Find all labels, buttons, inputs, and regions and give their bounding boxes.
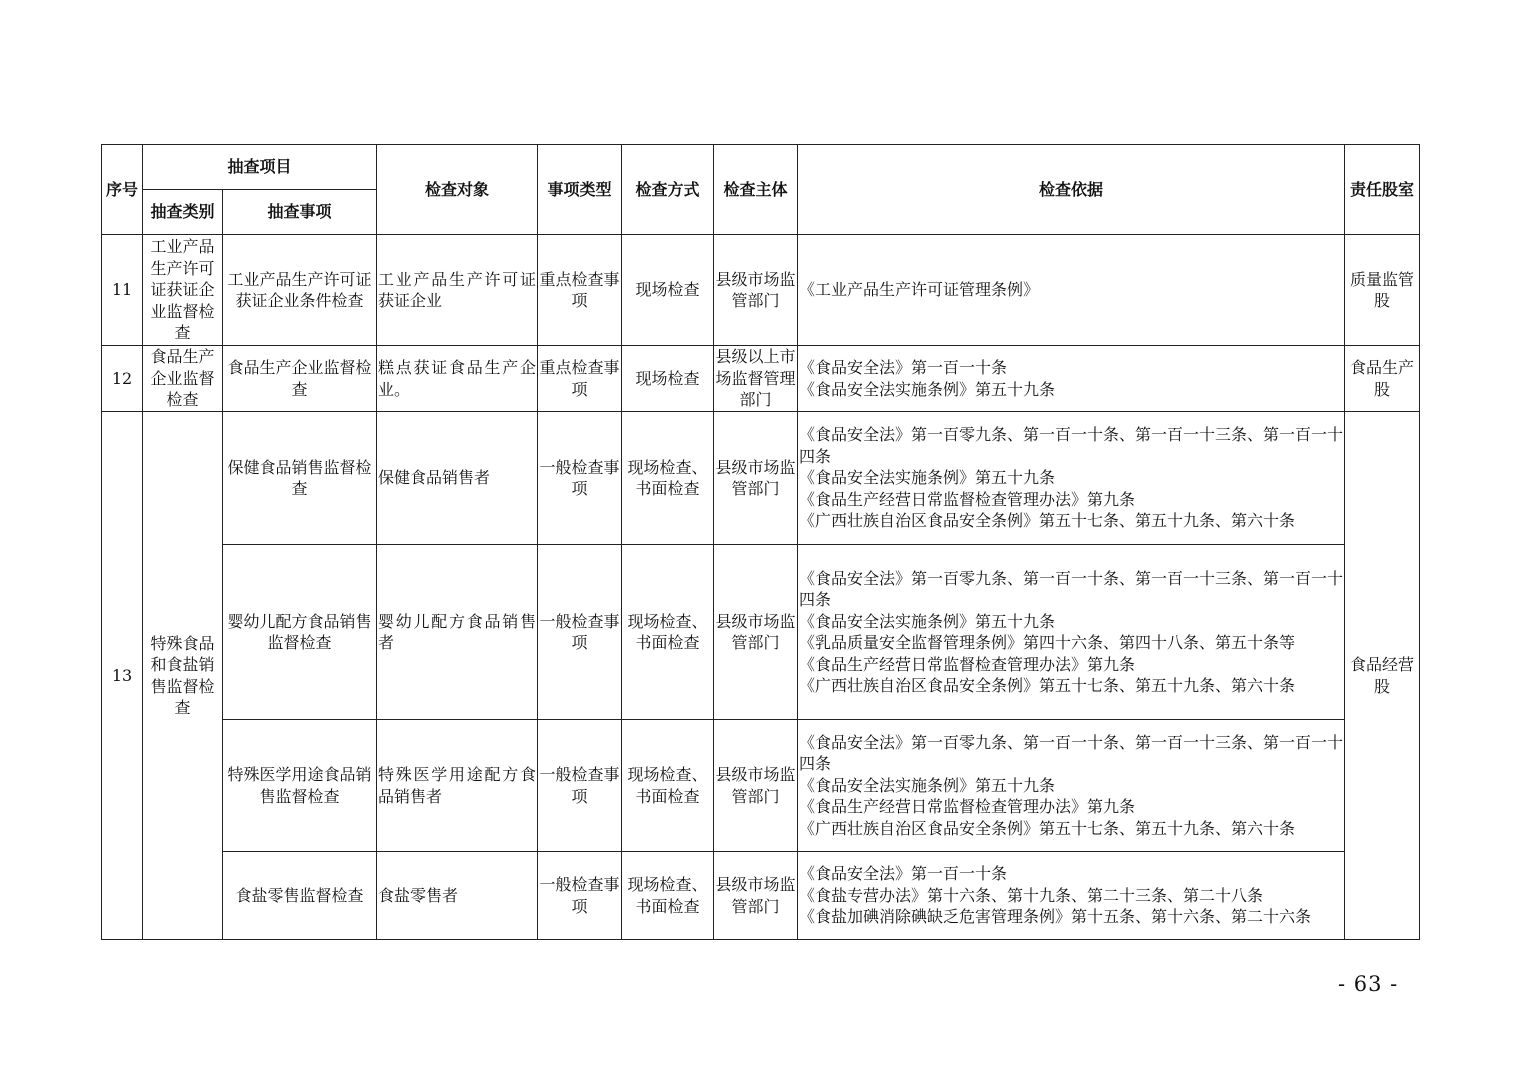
row-13d-type: 一般检查事项	[538, 852, 622, 940]
row-13c-subject: 县级市场监管部门	[714, 720, 798, 852]
header-item: 抽查事项	[223, 190, 377, 235]
row-13a-type: 一般检查事项	[538, 412, 622, 545]
row-12-basis: 《食品安全法》第一百一十条 《食品安全法实施条例》第五十九条	[798, 346, 1345, 412]
table-row	[102, 852, 1420, 940]
row-13c-object: 特殊医学用途配方食品销售者	[377, 720, 538, 852]
row-13d-object: 食盐零售者	[377, 852, 538, 940]
inspection-table	[101, 144, 1420, 940]
row-13c-method: 现场检查、书面检查	[622, 720, 714, 852]
row-13a-basis: 《食品安全法》第一百零九条、第一百一十条、第一百一十三条、第一百一十四条 《食品安全法实施条例》第五十九条 《食品生产经营日常监督检查管理办法》第九条 《广西壮族自治区食品安全条例》第五十七条、第五十九条、第六十条	[798, 412, 1345, 545]
row-13b-item: 婴幼儿配方食品销售监督检查	[223, 545, 377, 720]
row-11-type: 重点检查事项	[538, 235, 622, 346]
header-subject: 检查主体	[714, 145, 798, 235]
row-11-dept: 质量监管股	[1345, 235, 1420, 346]
row-12-seq: 12	[102, 346, 143, 412]
header-project-group: 抽查项目	[143, 145, 377, 190]
row-13d-subject: 县级市场监管部门	[714, 852, 798, 940]
table-row	[102, 720, 1420, 852]
row-12-method: 现场检查	[622, 346, 714, 412]
row-13a-item: 保健食品销售监督检查	[223, 412, 377, 545]
row-13b-basis: 《食品安全法》第一百零九条、第一百一十条、第一百一十三条、第一百一十四条 《食品安全法实施条例》第五十九条 《乳品质量安全监督管理条例》第四十六条、第四十八条、第五十条等 《食品生产经营日常监督检查管理办法》第九条 《广西壮族自治区食品安全条例》第五十七条、第五十九条、第六十条	[798, 545, 1345, 720]
table-row	[102, 235, 1420, 346]
header-basis: 检查依据	[798, 145, 1345, 235]
row-13c-item: 特殊医学用途食品销售监督检查	[223, 720, 377, 852]
row-13d-item: 食盐零售监督检查	[223, 852, 377, 940]
header-seq: 序号	[102, 145, 143, 235]
row-13b-subject: 县级市场监管部门	[714, 545, 798, 720]
row-13c-type: 一般检查事项	[538, 720, 622, 852]
row-11-object: 工业产品生产许可证获证企业	[377, 235, 538, 346]
table-row	[102, 412, 1420, 545]
row-13-seq: 13	[102, 412, 143, 940]
row-13b-method: 现场检查、书面检查	[622, 545, 714, 720]
row-12-subject: 县级以上市场监督管理部门	[714, 346, 798, 412]
row-13b-type: 一般检查事项	[538, 545, 622, 720]
header-method: 检查方式	[622, 145, 714, 235]
row-13d-method: 现场检查、书面检查	[622, 852, 714, 940]
row-11-subject: 县级市场监管部门	[714, 235, 798, 346]
row-13a-method: 现场检查、书面检查	[622, 412, 714, 545]
row-11-seq: 11	[102, 235, 143, 346]
row-13a-object: 保健食品销售者	[377, 412, 538, 545]
row-12-dept: 食品生产股	[1345, 346, 1420, 412]
row-11-category: 工业产品生产许可证获证企业监督检查	[143, 235, 223, 346]
row-13a-subject: 县级市场监管部门	[714, 412, 798, 545]
header-dept: 责任股室	[1345, 145, 1420, 235]
row-11-basis: 《工业产品生产许可证管理条例》	[798, 235, 1345, 346]
row-12-object: 糕点获证食品生产企业。	[377, 346, 538, 412]
row-13-dept: 食品经营股	[1345, 412, 1420, 940]
row-12-item: 食品生产企业监督检查	[223, 346, 377, 412]
row-12-category: 食品生产企业监督检查	[143, 346, 223, 412]
header-category: 抽查类别	[143, 190, 223, 235]
row-12-type: 重点检查事项	[538, 346, 622, 412]
row-13c-basis: 《食品安全法》第一百零九条、第一百一十条、第一百一十三条、第一百一十四条 《食品安全法实施条例》第五十九条 《食品生产经营日常监督检查管理办法》第九条 《广西壮族自治区食品安全条例》第五十七条、第五十九条、第六十条	[798, 720, 1345, 852]
row-13-category: 特殊食品和食盐销售监督检查	[143, 412, 223, 940]
row-13b-object: 婴幼儿配方食品销售者	[377, 545, 538, 720]
table-row	[102, 545, 1420, 720]
page-number: - 63 -	[1338, 972, 1399, 996]
header-object: 检查对象	[377, 145, 538, 235]
header-type: 事项类型	[538, 145, 622, 235]
row-11-method: 现场检查	[622, 235, 714, 346]
row-11-item: 工业产品生产许可证获证企业条件检查	[223, 235, 377, 346]
table-row	[102, 346, 1420, 412]
row-13d-basis: 《食品安全法》第一百一十条 《食盐专营办法》第十六条、第十九条、第二十三条、第二十八条 《食盐加碘消除碘缺乏危害管理条例》第十五条、第十六条、第二十六条	[798, 852, 1345, 940]
